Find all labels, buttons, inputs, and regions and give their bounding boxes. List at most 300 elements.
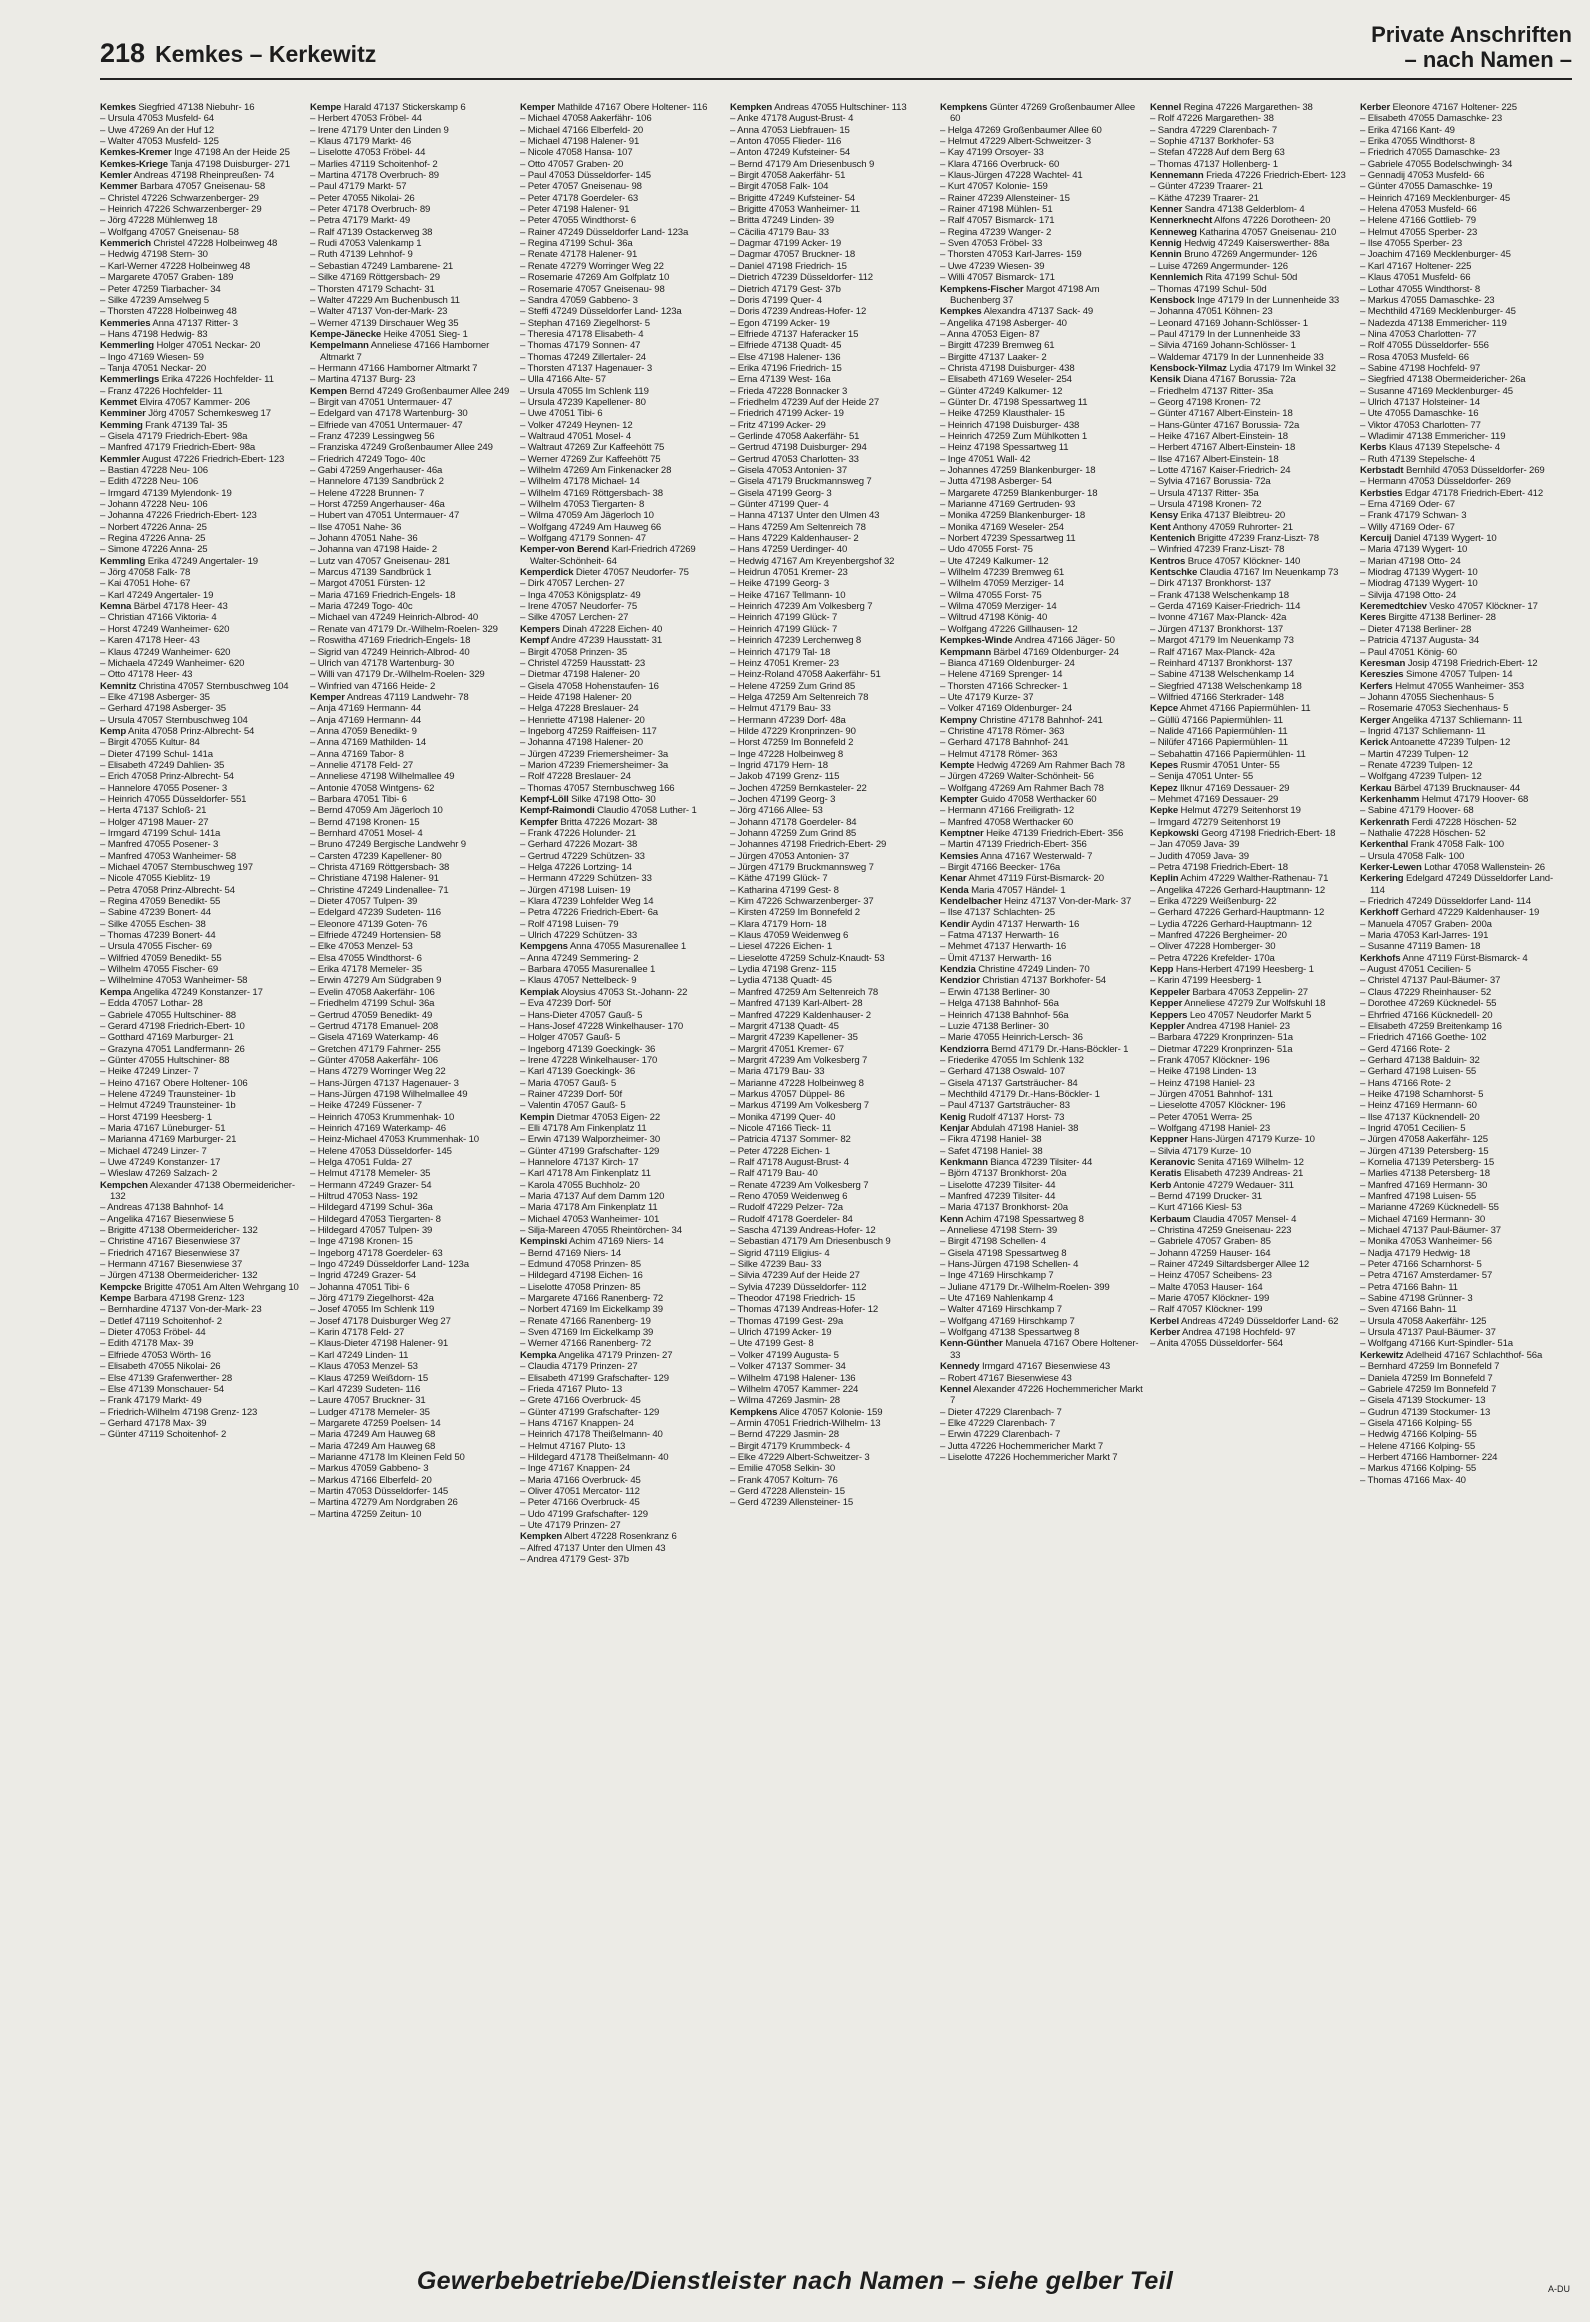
listing-entry bbox=[310, 476, 516, 487]
listing-entry bbox=[1150, 204, 1356, 215]
listing-entry bbox=[310, 181, 516, 192]
entry-details: – Heinz 47198 Spessartweg 11 bbox=[940, 442, 1069, 454]
entry-details: – Herta 47137 Schloß- 21 bbox=[100, 805, 207, 817]
entry-details: – Birgit 47058 Aakerfähr- 51 bbox=[730, 170, 846, 182]
listing-entry bbox=[100, 442, 306, 453]
entry-details: – Hans 47279 Worringer Weg 22 bbox=[310, 1066, 446, 1078]
entry-details: Andrea 47166 Jäger- 50 bbox=[1012, 635, 1115, 647]
entry-details: Albert 47228 Rosenkranz 6 bbox=[562, 1531, 677, 1543]
listing-entry bbox=[520, 499, 726, 510]
entry-details: – Dorothee 47269 Kücknedel- 55 bbox=[1360, 998, 1497, 1010]
listing-entry bbox=[310, 885, 516, 896]
entry-details: – Heinrich 47169 Mecklenburger- 45 bbox=[1360, 192, 1511, 204]
entry-details: – Safet 47198 Haniel- 38 bbox=[940, 1145, 1043, 1157]
entry-details: – Friederike 47055 Im Schlenk 132 bbox=[940, 1054, 1084, 1066]
listing-entry bbox=[1360, 1157, 1566, 1168]
listing-entry bbox=[730, 692, 936, 703]
listing-entry bbox=[730, 1282, 936, 1293]
listing-entry bbox=[1150, 488, 1356, 499]
listing-entry bbox=[520, 896, 726, 907]
listing-entry bbox=[940, 941, 1146, 952]
entry-details: – Klaus 47051 Musfeld- 66 bbox=[1360, 272, 1471, 284]
entry-details: – Helmut 47179 Bau- 33 bbox=[730, 703, 831, 715]
listing-entry bbox=[1360, 510, 1566, 521]
listing-entry bbox=[520, 783, 726, 794]
listing-entry bbox=[940, 1100, 1146, 1111]
entry-details: – Ingrid 47179 Hern- 18 bbox=[730, 759, 828, 771]
listing-entry bbox=[940, 885, 1146, 896]
listing-entry bbox=[1150, 612, 1356, 623]
listing-entry bbox=[730, 1010, 936, 1021]
listing-entry bbox=[1150, 533, 1356, 544]
entry-details: – Ingeborg 47178 Goerdeler- 63 bbox=[310, 1247, 443, 1259]
listing-entry bbox=[730, 408, 936, 419]
entry-details: – Rainer 47198 Mühlen- 51 bbox=[940, 204, 1053, 216]
listing-entry bbox=[310, 204, 516, 215]
entry-details: Harald 47137 Stickerskamp 6 bbox=[341, 102, 466, 113]
entry-details: – Heide 47198 Halener- 20 bbox=[520, 691, 632, 703]
listing-entry bbox=[100, 783, 306, 794]
listing-entry bbox=[520, 919, 726, 930]
entry-details: Simone 47057 Tulpen- 14 bbox=[1403, 669, 1513, 681]
listing-entry bbox=[940, 601, 1146, 612]
entry-details: – Ulla 47166 Alte- 57 bbox=[520, 374, 606, 386]
surname: Kerfers bbox=[1360, 680, 1393, 692]
entry-details: Inge 47198 An der Heide 25 bbox=[171, 147, 290, 159]
listing-entry bbox=[1150, 590, 1356, 601]
entry-details: – Wolfgang 47249 Am Hauweg 66 bbox=[520, 521, 662, 533]
listing-entry bbox=[1150, 170, 1356, 181]
listing-entry bbox=[520, 1316, 726, 1327]
listing-entry bbox=[1360, 1066, 1566, 1077]
entry-details: – Birgit 47179 Krummbeck- 4 bbox=[730, 1440, 851, 1452]
entry-details: – Sabine 47198 Grünner- 3 bbox=[1360, 1293, 1473, 1305]
listing-entry bbox=[1150, 522, 1356, 533]
listing-entry bbox=[1150, 465, 1356, 476]
listing-entry bbox=[730, 125, 936, 136]
listing-entry bbox=[940, 352, 1146, 363]
entry-details: – Ulrich 47137 Holsteiner- 14 bbox=[1360, 396, 1480, 408]
entry-details: Guido 47058 Werthacker 60 bbox=[977, 793, 1097, 805]
entry-details: Siegfried 47138 Niebuhr- 16 bbox=[135, 102, 255, 113]
listing-entry bbox=[100, 1407, 306, 1418]
listing-entry bbox=[1150, 1100, 1356, 1111]
listing-entry bbox=[940, 1259, 1146, 1270]
entry-details: – Michael 47057 Sternbuschweg 197 bbox=[100, 862, 253, 874]
listing-entry bbox=[310, 817, 516, 828]
entry-details: – Manfred 47169 Hermann- 30 bbox=[1360, 1179, 1488, 1191]
surname: Kennemann bbox=[1150, 170, 1204, 182]
entry-details: – Friedrich 47167 Biesenwiese 37 bbox=[100, 1247, 240, 1259]
listing-entry bbox=[1360, 612, 1566, 623]
entry-details: – Ralf 47139 Ostackerweg 38 bbox=[310, 226, 433, 238]
entry-details: – Helmut 47249 Traunsteiner- 1b bbox=[100, 1100, 236, 1112]
entry-details: – Ursula 47058 Falk- 100 bbox=[1360, 850, 1465, 862]
entry-details: – Marianna 47169 Marburger- 21 bbox=[100, 1134, 237, 1146]
entry-details: – Hans 47259 Uerdinger- 40 bbox=[730, 544, 848, 556]
entry-details: – Thorsten 47166 Schrecker- 1 bbox=[940, 680, 1068, 692]
entry-details: – Rosemarie 47057 Gneisenau- 98 bbox=[520, 283, 665, 295]
entry-details: – Elisabeth 47249 Dahlien- 35 bbox=[100, 759, 225, 771]
listing-entry bbox=[730, 1350, 936, 1361]
entry-details: – Waldemar 47179 In der Lunnenheide 33 bbox=[1150, 351, 1324, 363]
entry-details: – Anna 47059 Benedikt- 9 bbox=[310, 725, 417, 737]
entry-details: – Silke 47057 Lerchen- 27 bbox=[520, 612, 629, 624]
surname: Kemper bbox=[520, 102, 555, 113]
listing-entry bbox=[940, 749, 1146, 760]
listing-entry bbox=[520, 851, 726, 862]
listing-entry bbox=[940, 1134, 1146, 1145]
entry-details: – Dieter 47138 Berliner- 28 bbox=[1360, 623, 1472, 635]
entry-details: – Rosemarie 47053 Siechenhaus- 5 bbox=[1360, 703, 1509, 715]
entry-details: – Rolf 47055 Düsseldorfer- 556 bbox=[1360, 340, 1489, 352]
entry-details: – Heinz 47057 Scheibens- 23 bbox=[1150, 1270, 1272, 1282]
surname: Kempkens-Fischer bbox=[940, 283, 1024, 295]
listing-entry bbox=[310, 170, 516, 181]
listing-entry bbox=[310, 1123, 516, 1134]
listing-entry bbox=[100, 1010, 306, 1021]
listing-entry bbox=[310, 215, 516, 226]
listing-entry bbox=[730, 783, 936, 794]
surname: Keppner bbox=[1150, 1134, 1188, 1146]
listing-entry bbox=[520, 703, 726, 714]
listing-entry bbox=[1150, 1282, 1356, 1293]
entry-details: – Herbert 47053 Fröbel- 44 bbox=[310, 113, 422, 125]
entry-details: – Jochen 47199 Georg- 3 bbox=[730, 793, 836, 805]
listing-entry bbox=[310, 567, 516, 578]
entry-details: – Susanne 47169 Mecklenburger- 45 bbox=[1360, 385, 1513, 397]
listing-entry bbox=[730, 1066, 936, 1077]
entry-details: – Heike 47249 Füssener- 7 bbox=[310, 1100, 422, 1112]
entry-details: – Christel 47226 Schwarzenberger- 29 bbox=[100, 192, 259, 204]
surname: Kemkes-Kriege bbox=[100, 158, 168, 170]
entry-details: – Maria 47249 Am Hauweg 68 bbox=[310, 1440, 436, 1452]
entry-details: – Manfred 47226 Bergheimer- 20 bbox=[1150, 930, 1287, 942]
listing-entry bbox=[730, 544, 936, 555]
listing-entry bbox=[1150, 1168, 1356, 1179]
surname: Kendziorra bbox=[940, 1043, 989, 1055]
entry-details: – Ursula 47137 Ritter- 35a bbox=[1150, 487, 1259, 499]
entry-details: Ahmet 47119 Fürst-Bismarck- 20 bbox=[966, 873, 1104, 885]
entry-details: – Lieselotte 47259 Schulz-Knaudt- 53 bbox=[730, 952, 885, 964]
entry-details: – Gertrud 47229 Schützen- 33 bbox=[520, 850, 645, 862]
listing-entry bbox=[730, 941, 936, 952]
entry-details: – Karl 47249 Linden- 11 bbox=[310, 1349, 409, 1361]
surname: Kempchen bbox=[100, 1179, 148, 1191]
entry-details: – Johann 47178 Goerdeler- 84 bbox=[730, 816, 857, 828]
listing-entry bbox=[940, 669, 1146, 680]
listing-entry bbox=[310, 941, 516, 952]
entry-details: – Anna 47169 Tabor- 8 bbox=[310, 748, 404, 760]
entry-details: – Hildegard 47199 Schul- 36a bbox=[310, 1202, 433, 1214]
entry-details: Helmut 47055 Wanheimer- 353 bbox=[1392, 680, 1524, 692]
listing-entry bbox=[100, 533, 306, 544]
surname: Kentros bbox=[1150, 555, 1186, 567]
listing-entry bbox=[100, 590, 306, 601]
surname: Kempter bbox=[940, 793, 978, 805]
entry-details: – Ralf 47179 Bau- 40 bbox=[730, 1168, 818, 1180]
listing-entry bbox=[940, 420, 1146, 431]
entry-details: – Henriette 47198 Halener- 20 bbox=[520, 714, 645, 726]
listing-entry bbox=[730, 1202, 936, 1213]
listing-entry bbox=[520, 1554, 726, 1565]
entry-details: – Regina 47199 Schul- 36a bbox=[520, 238, 633, 250]
listing-entry bbox=[730, 170, 936, 181]
listing-entry bbox=[310, 1350, 516, 1361]
entry-details: – Wolfgang 47179 Sonnen- 47 bbox=[520, 533, 646, 545]
listing-entry bbox=[520, 1452, 726, 1463]
listing-entry bbox=[100, 1168, 306, 1179]
entry-details: Anna 47137 Ritter- 3 bbox=[150, 317, 238, 329]
listing-entry bbox=[1150, 771, 1356, 782]
entry-details: – Erna 47169 Oder- 67 bbox=[1360, 499, 1455, 511]
listing-entry bbox=[940, 1055, 1146, 1066]
entry-details: – Klaus 47053 Menzel- 53 bbox=[310, 1361, 418, 1373]
entry-details: – Anke 47178 August-Brust- 4 bbox=[730, 113, 854, 125]
entry-details: – Hermann 47166 Freiligrath- 12 bbox=[940, 805, 1075, 817]
listing-entry bbox=[100, 1089, 306, 1100]
entry-details: – Gisela 47179 Friedrich-Ebert- 98a bbox=[100, 430, 248, 442]
listing-entry bbox=[940, 284, 1146, 307]
listing-entry bbox=[940, 329, 1146, 340]
entry-details: – Liselotte 47239 Tilsiter- 44 bbox=[940, 1179, 1056, 1191]
listing-entry bbox=[730, 386, 936, 397]
listing-entry bbox=[1150, 329, 1356, 340]
entry-details: – Michaela 47249 Wanheimer- 620 bbox=[100, 657, 245, 669]
listing-entry bbox=[310, 1032, 516, 1043]
entry-details: – Gabi 47259 Angerhauser- 46a bbox=[310, 465, 443, 476]
listing-entry bbox=[310, 113, 516, 124]
entry-details: – Marlies 47138 Petersberg- 18 bbox=[1360, 1168, 1490, 1180]
entry-details: Alice 47057 Kolonie- 159 bbox=[777, 1406, 883, 1418]
listing-entry bbox=[310, 658, 516, 669]
listing-entry bbox=[940, 715, 1146, 726]
listing-entry bbox=[310, 1327, 516, 1338]
listing-entry bbox=[310, 907, 516, 918]
entry-details: – Gerd 47239 Allensteiner- 15 bbox=[730, 1497, 854, 1509]
surname: Kerger bbox=[1360, 714, 1391, 726]
entry-details: – Liselotte 47226 Hochemmericher Markt 7 bbox=[940, 1451, 1118, 1463]
surname: Kenn bbox=[940, 1213, 964, 1225]
listing-entry bbox=[940, 261, 1146, 272]
listing-entry bbox=[520, 1497, 726, 1508]
listing-entry bbox=[310, 408, 516, 419]
listing-entry bbox=[730, 1429, 936, 1440]
entry-details: – Christel 47137 Paul-Bäumer- 37 bbox=[1360, 975, 1501, 987]
listing-entry bbox=[310, 624, 516, 635]
listing-entry bbox=[100, 102, 306, 113]
entry-details: – Wilhelm 47169 Röttgersbach- 38 bbox=[520, 487, 663, 499]
listing-entry bbox=[1360, 454, 1566, 465]
entry-details: – Wilfried 47059 Benedikt- 55 bbox=[100, 952, 222, 964]
listing-entry bbox=[100, 125, 306, 136]
listing-entry bbox=[310, 125, 516, 136]
listing-entry bbox=[100, 1384, 306, 1395]
listing-entry bbox=[310, 1089, 516, 1100]
listing-entry bbox=[100, 1248, 306, 1259]
listing-entry bbox=[940, 318, 1146, 329]
entry-details: – Klaus-Jürgen 47228 Wachtel- 41 bbox=[940, 170, 1083, 182]
entry-details: Eleonore 47167 Holtener- 225 bbox=[1390, 102, 1517, 113]
listing-entry bbox=[520, 272, 726, 283]
entry-details: – Ursula 47057 Sternbuschweg 104 bbox=[100, 714, 248, 726]
listing-entry bbox=[520, 476, 726, 487]
entry-details: – Friedhelm 47239 Auf der Heide 27 bbox=[730, 396, 880, 408]
listing-entry bbox=[940, 794, 1146, 805]
listing-entry bbox=[310, 544, 516, 555]
listing-entry bbox=[520, 1123, 726, 1134]
entry-details: – Christina 47259 Gneisenau- 223 bbox=[1150, 1225, 1292, 1237]
surname: Kempe-Jänecke bbox=[310, 328, 382, 340]
listing-entry bbox=[310, 374, 516, 385]
entry-details: Abdulah 47198 Haniel- 38 bbox=[968, 1122, 1079, 1134]
listing-entry bbox=[1360, 1259, 1566, 1270]
entry-details: – Mehmet 47137 Herwarth- 16 bbox=[940, 941, 1067, 953]
listing-entry bbox=[1360, 1225, 1566, 1236]
entry-details: – Karl 47139 Goeckingk- 36 bbox=[520, 1066, 636, 1078]
listing-entry bbox=[730, 1463, 936, 1474]
surname: Keppers bbox=[1150, 1009, 1188, 1021]
entry-details: – Volker 47169 Oldenburger- 24 bbox=[940, 703, 1073, 715]
entry-details: – Susanne 47119 Bamen- 18 bbox=[1360, 941, 1481, 953]
entry-details: – Mehmet 47169 Dessauer- 29 bbox=[1150, 793, 1279, 805]
surname: Kemler bbox=[100, 170, 132, 182]
entry-details: – Gotthard 47169 Marburger- 21 bbox=[100, 1032, 234, 1044]
entry-details: Angelika 47249 Konstanzer- 17 bbox=[131, 986, 263, 998]
listing-entry bbox=[730, 647, 936, 658]
entry-details: – Christa 47169 Röttgersbach- 38 bbox=[310, 862, 450, 874]
listing-entry bbox=[310, 1338, 516, 1349]
entry-details: – Birgit 47198 Schellen- 4 bbox=[940, 1236, 1046, 1248]
listing-entry bbox=[940, 499, 1146, 510]
entry-details: – Walter 47053 Musfeld- 125 bbox=[100, 136, 219, 148]
entry-details: – Jürgen 47058 Aakerfähr- 125 bbox=[1360, 1134, 1488, 1146]
listing-entry bbox=[310, 669, 516, 680]
surname: Kemmling bbox=[100, 555, 146, 567]
entry-details: – Hildegard 47178 Theißelmann- 40 bbox=[520, 1451, 669, 1463]
entry-details: – Valentin 47057 Gauß- 5 bbox=[520, 1100, 626, 1112]
entry-details: – Martina 47259 Zeitun- 10 bbox=[310, 1508, 422, 1520]
surname: Kemmerlings bbox=[100, 374, 160, 386]
listing-entry bbox=[730, 113, 936, 124]
surname: Kerbsties bbox=[1360, 487, 1403, 499]
listing-entry bbox=[1150, 1304, 1356, 1315]
listing-entry bbox=[1150, 1259, 1356, 1270]
listing-entry bbox=[100, 1078, 306, 1089]
entry-details: – Birgit 47055 Kultur- 84 bbox=[100, 737, 200, 749]
listing-entry bbox=[100, 488, 306, 499]
listing-entry bbox=[520, 578, 726, 589]
entry-details: – Helga 47138 Bahnhof- 56a bbox=[940, 998, 1059, 1010]
entry-details: Edelgard 47249 Düsseldorfer Land- 114 bbox=[1370, 873, 1554, 896]
surname: Kemmeries bbox=[100, 317, 151, 329]
entry-details: – Lieselotte 47057 Klöckner- 196 bbox=[1150, 1100, 1286, 1112]
surname: Kenda bbox=[940, 884, 969, 896]
listing-entry bbox=[940, 272, 1146, 283]
entry-details: Antoanette 47239 Tulpen- 12 bbox=[1388, 737, 1511, 749]
surname: Kerbs bbox=[1360, 442, 1387, 454]
listing-entry bbox=[520, 839, 726, 850]
surname: Kemming bbox=[100, 419, 143, 431]
entry-details: – Maria 47053 Karl-Jarres- 191 bbox=[1360, 930, 1489, 942]
entry-details: – Anneliese 47198 Stern- 39 bbox=[940, 1225, 1058, 1237]
listing-entry bbox=[940, 873, 1146, 884]
entry-details: – Regina 47226 Anna- 25 bbox=[100, 533, 206, 545]
entry-details: – Sabine 47239 Bonert- 44 bbox=[100, 907, 211, 919]
surname: Kerbel bbox=[1150, 1315, 1179, 1327]
listing-entry bbox=[1360, 749, 1566, 760]
listing-entry bbox=[520, 1361, 726, 1372]
entry-details: – Egon 47199 Acker- 19 bbox=[730, 317, 830, 329]
entry-details: – Dieter 47057 Tulpen- 39 bbox=[310, 896, 418, 908]
surname: Kemna bbox=[100, 601, 132, 613]
entry-details: Hans-Herbert 47199 Heesberg- 1 bbox=[1173, 964, 1314, 976]
listing-entry bbox=[1360, 1350, 1566, 1361]
entry-details: – Edith 47228 Neu- 106 bbox=[100, 476, 199, 488]
listing-entry bbox=[100, 193, 306, 204]
surname: Kenn-Günther bbox=[940, 1338, 1003, 1350]
entry-details: – Volker 47199 Augusta- 5 bbox=[730, 1349, 839, 1361]
listing-entry bbox=[310, 1225, 516, 1236]
listing-entry bbox=[1360, 1044, 1566, 1055]
entry-details: – Kurt 47057 Kolonie- 159 bbox=[940, 181, 1048, 193]
entry-details: – Ulrich 47199 Acker- 19 bbox=[730, 1327, 832, 1339]
entry-details: – Hans-Dieter 47057 Gauß- 5 bbox=[520, 1009, 643, 1021]
listing-entry bbox=[1360, 1463, 1566, 1474]
entry-details: – Wilhelm 47239 Bremweg 61 bbox=[940, 567, 1065, 579]
entry-details: Anne 47119 Fürst-Bismarck- 4 bbox=[1400, 952, 1528, 964]
listing-entry bbox=[730, 1316, 936, 1327]
entry-details: – Heike 47199 Georg- 3 bbox=[730, 578, 830, 590]
listing-entry bbox=[1360, 1032, 1566, 1043]
listing-entry bbox=[1360, 1089, 1566, 1100]
listing-entry bbox=[1150, 510, 1356, 521]
listing-entry bbox=[1360, 828, 1566, 839]
listing-column bbox=[310, 102, 520, 2282]
listing-entry bbox=[100, 1327, 306, 1338]
surname: Kensy bbox=[1150, 510, 1179, 522]
entry-details: – Hildegard 47198 Eichen- 16 bbox=[520, 1270, 643, 1282]
entry-details: – Jakob 47199 Grenz- 115 bbox=[730, 771, 840, 783]
listing-entry bbox=[520, 669, 726, 680]
surname: Kemper-von Berend bbox=[520, 544, 610, 556]
listing-entry bbox=[520, 953, 726, 964]
listing-entry bbox=[310, 499, 516, 510]
entry-details: Andreas 47119 Landwehr- 78 bbox=[344, 691, 469, 703]
surname: Kerkenrath bbox=[1360, 816, 1410, 828]
entry-details: – Heinz-Roland 47058 Aakerfähr- 51 bbox=[730, 669, 881, 681]
listing-entry bbox=[1360, 578, 1566, 589]
listing-entry bbox=[1150, 363, 1356, 374]
listing-entry bbox=[940, 726, 1146, 737]
listing-entry bbox=[520, 306, 726, 317]
entry-details: – Karl-Werner 47228 Holbeinweg 48 bbox=[100, 260, 251, 272]
listing-entry bbox=[1360, 681, 1566, 692]
surname: Kemptner bbox=[940, 828, 984, 839]
listing-entry bbox=[310, 1395, 516, 1406]
entry-details: – Grete 47166 Overbruck- 45 bbox=[520, 1395, 641, 1407]
listing-entry bbox=[310, 159, 516, 170]
surname: Kemsies bbox=[940, 850, 979, 862]
listing-entry bbox=[730, 306, 936, 317]
entry-details: – Renate 47239 Am Volkesberg 7 bbox=[730, 1179, 869, 1191]
entry-details: – Renate 47279 Worringer Weg 22 bbox=[520, 260, 664, 272]
entry-details: – Christel 47259 Hausstatt- 23 bbox=[520, 657, 646, 669]
listing-entry bbox=[730, 1168, 936, 1179]
entry-details: – Miodrag 47139 Wygert- 10 bbox=[1360, 578, 1478, 590]
listing-entry bbox=[1360, 601, 1566, 612]
listing-entry bbox=[1360, 1429, 1566, 1440]
